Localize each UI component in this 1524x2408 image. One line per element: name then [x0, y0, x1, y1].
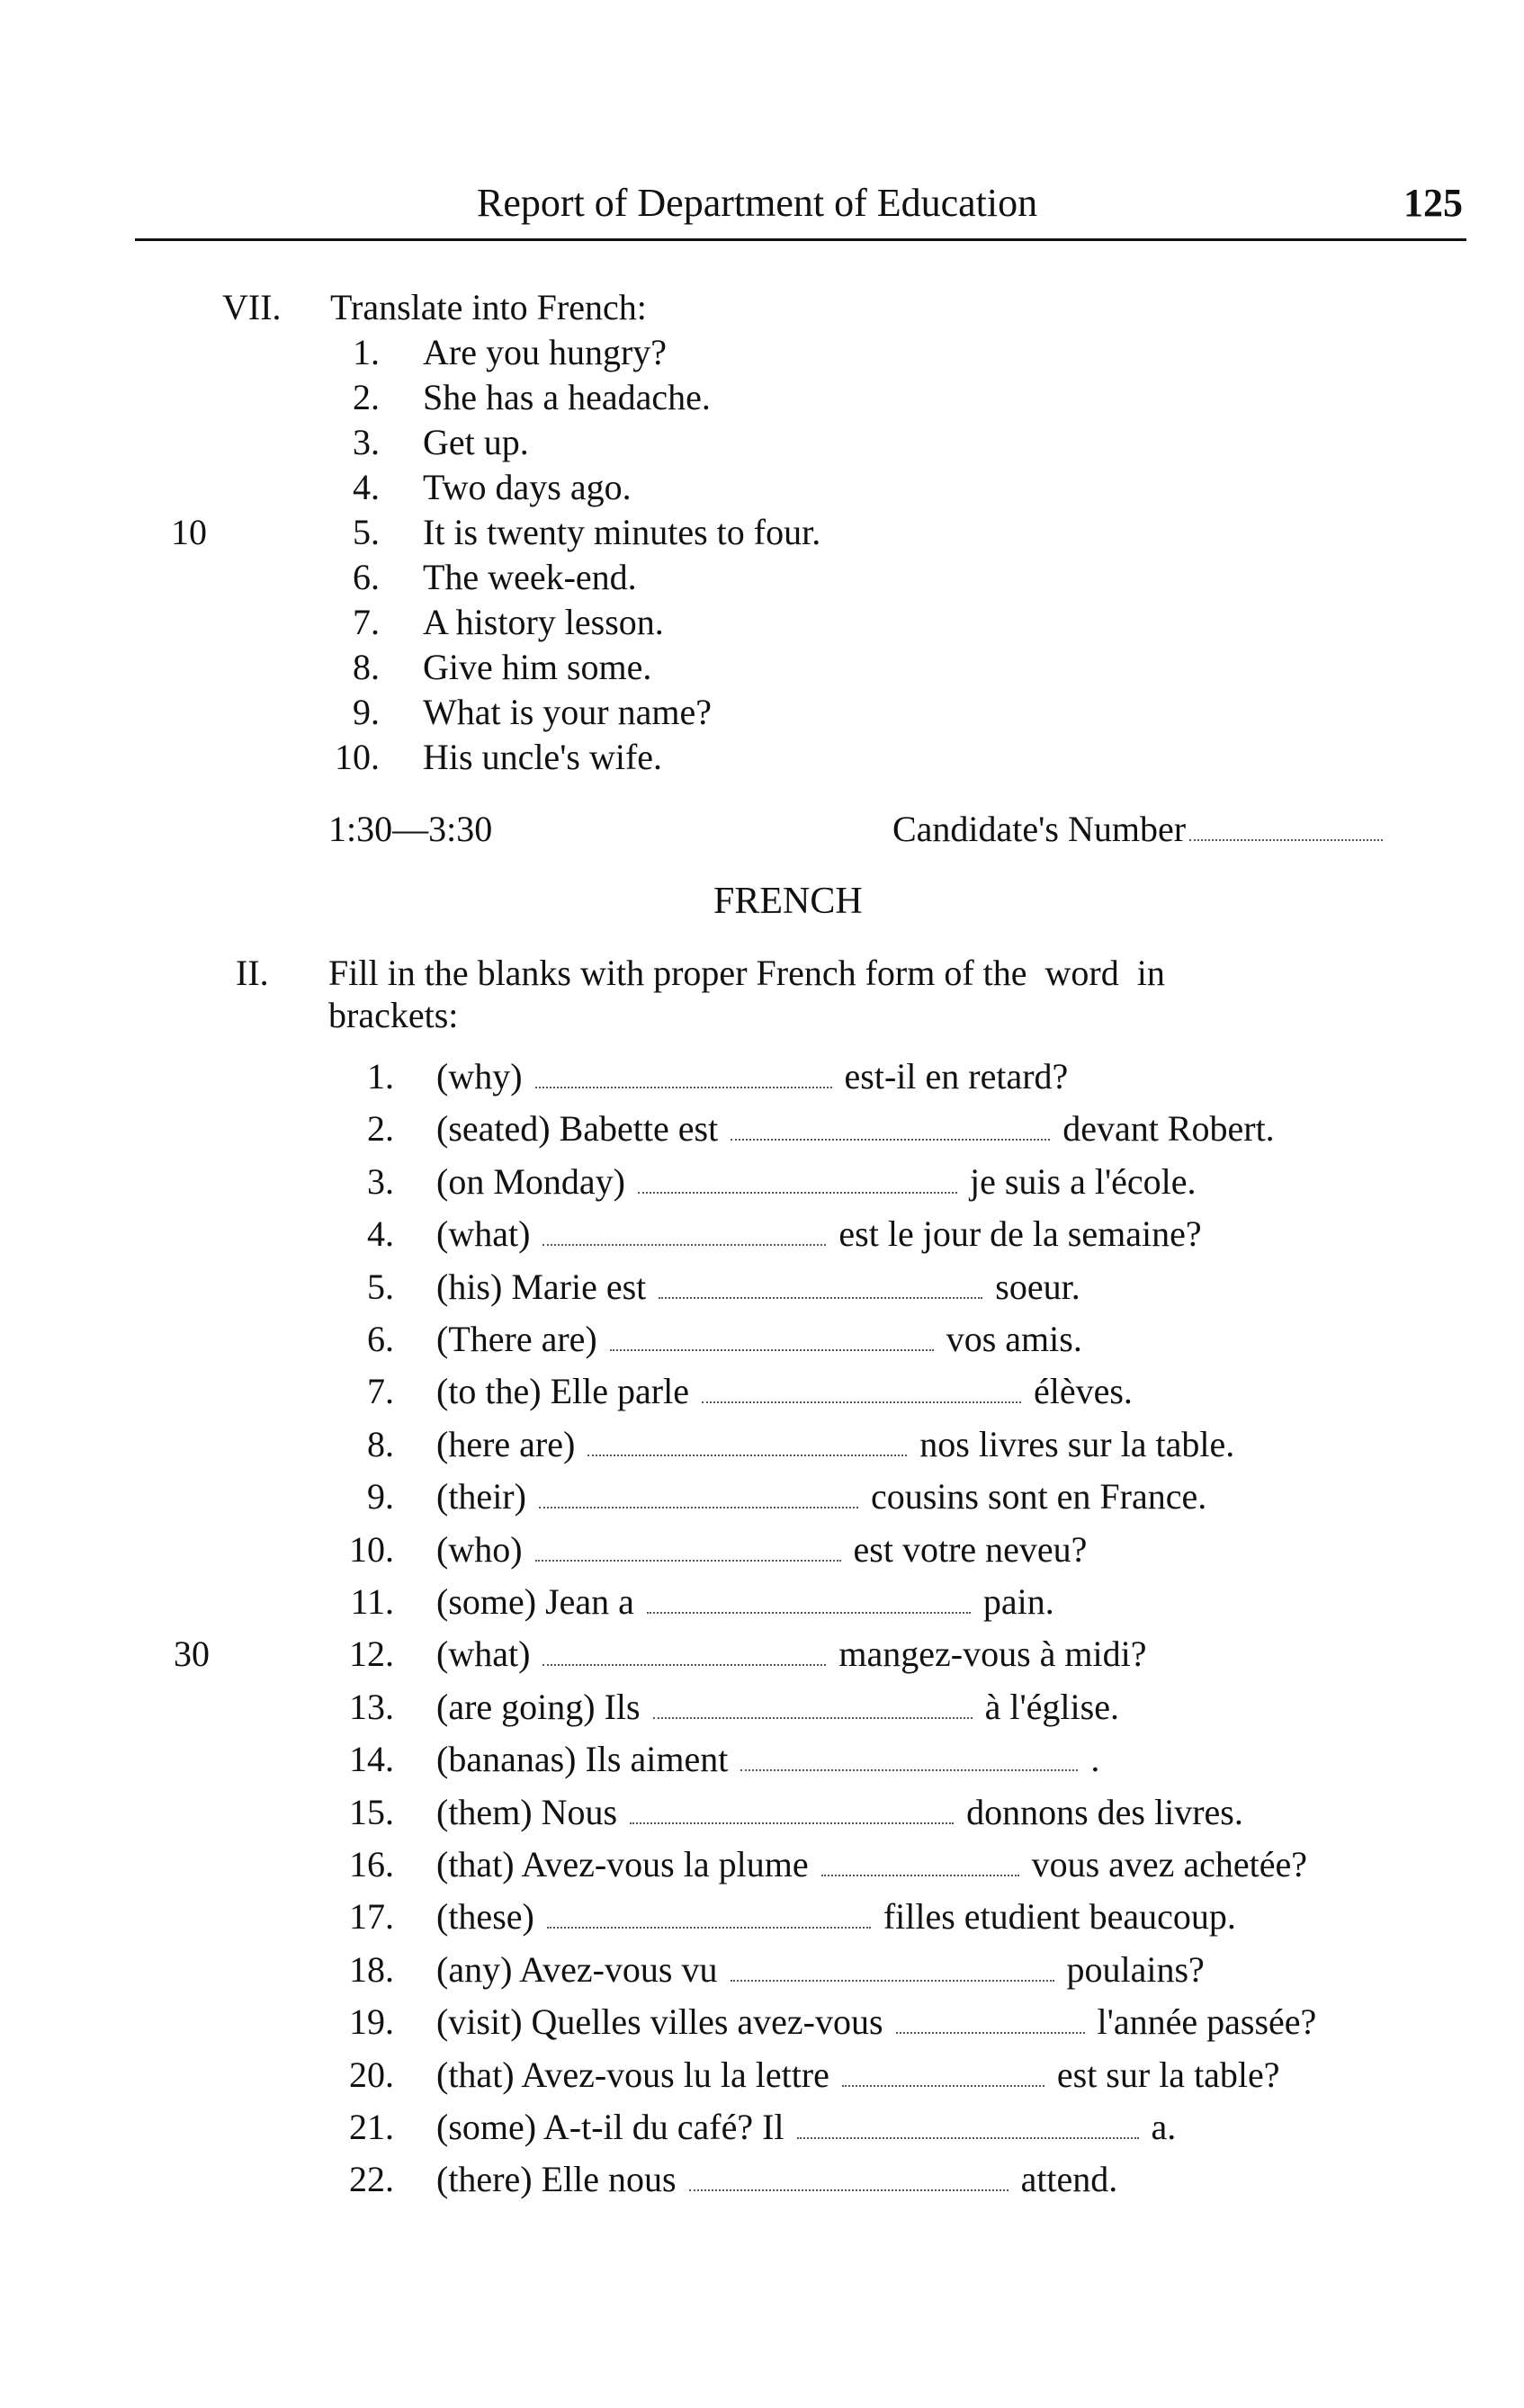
fill-blank-item — [436, 1318, 1082, 1360]
item-number: 3. — [367, 1161, 394, 1202]
item-number: 21. — [349, 2107, 394, 2147]
item-continuation: est sur la table? — [1056, 2054, 1280, 2095]
fill-blank-item — [436, 1528, 1087, 1571]
answer-blank[interactable] — [535, 1081, 832, 1088]
item-prompt: (here are) — [436, 1424, 576, 1464]
section-vii-instruction: Translate into French: — [330, 287, 647, 327]
fill-blank-item — [436, 1791, 1243, 1833]
item-number: 9. — [367, 1476, 394, 1517]
item-number: 8. — [353, 647, 380, 687]
section-ii-number: II. — [236, 953, 269, 993]
item-prompt: (on Monday) — [436, 1161, 625, 1202]
item-continuation: soeur. — [995, 1267, 1080, 1307]
translation-item-text: She has a headache. — [423, 377, 711, 417]
answer-blank[interactable] — [535, 1554, 841, 1562]
item-number: 20. — [349, 2054, 394, 2095]
item-continuation: cousins sont en France. — [870, 1476, 1207, 1517]
item-prompt: (who) — [436, 1529, 523, 1570]
item-prompt: (any) Avez-vous vu — [436, 1949, 718, 1990]
fill-blank-item — [436, 1266, 1080, 1308]
item-continuation: attend. — [1020, 2159, 1118, 2199]
item-number: 3. — [353, 422, 380, 462]
item-prompt: (there) Elle nous — [436, 2159, 677, 2199]
answer-blank[interactable] — [659, 1292, 982, 1299]
item-continuation: pain. — [982, 1581, 1054, 1622]
item-prompt: (what) — [436, 1213, 531, 1254]
item-continuation: est le jour de la semaine? — [838, 1213, 1202, 1254]
fill-blank-item — [436, 1055, 1068, 1097]
item-continuation: élèves. — [1033, 1371, 1133, 1411]
item-number: 18. — [349, 1949, 394, 1990]
item-number: 6. — [367, 1319, 394, 1359]
page-number: 125 — [1403, 181, 1463, 225]
translation-item-text: A history lesson. — [423, 602, 664, 642]
item-prompt: (are going) Ils — [436, 1687, 641, 1727]
fill-blank-item — [436, 2158, 1117, 2200]
fill-blank-item — [436, 1475, 1206, 1517]
subject-heading: FRENCH — [713, 881, 863, 922]
item-prompt: (There are) — [436, 1319, 597, 1359]
item-prompt: (his) Marie est — [436, 1267, 647, 1307]
item-number: 2. — [353, 377, 380, 417]
candidate-number-label: Candidate's Number — [892, 809, 1187, 849]
item-continuation: devant Robert. — [1062, 1108, 1275, 1149]
item-number: 15. — [349, 1792, 394, 1832]
item-number: 10. — [349, 1529, 394, 1570]
section-ii-instruction-line1: Fill in the blanks with proper French form of the word in — [328, 953, 1165, 993]
item-prompt: (bananas) Ils aiment — [436, 1739, 729, 1779]
fill-blank-item — [436, 1948, 1205, 1991]
item-continuation: à l'église. — [984, 1687, 1119, 1727]
fill-blank-item — [436, 2106, 1176, 2148]
item-prompt: (what) — [436, 1634, 531, 1674]
fill-blank-item — [436, 1580, 1054, 1623]
item-prompt: (these) — [436, 1896, 534, 1937]
fill-blank-item — [436, 2001, 1316, 2043]
item-prompt: (some) A-t-il du café? Il — [436, 2107, 784, 2147]
item-number: 9. — [353, 692, 380, 732]
item-continuation: poulains? — [1066, 1949, 1205, 1990]
item-continuation: est votre neveu? — [853, 1529, 1088, 1570]
item-continuation: donnons des livres. — [966, 1792, 1243, 1832]
section-vii-number: VII. — [222, 287, 282, 327]
translation-item-text: It is twenty minutes to four. — [423, 512, 821, 552]
item-number: 10. — [335, 737, 380, 777]
candidate-number-blank — [1189, 834, 1383, 841]
item-prompt: (why) — [436, 1056, 523, 1097]
item-number: 11. — [350, 1581, 394, 1622]
translation-item-text: Two days ago. — [423, 467, 632, 507]
item-prompt: (to the) Elle parle — [436, 1371, 689, 1411]
item-number: 12. — [349, 1634, 394, 1674]
answer-blank[interactable] — [547, 1921, 871, 1929]
answer-blank[interactable] — [653, 1712, 973, 1719]
margin-line-number: 10 — [171, 512, 207, 552]
item-continuation: filles etudient beaucoup. — [883, 1896, 1236, 1937]
answer-blank[interactable] — [610, 1344, 934, 1351]
candidate-number-field — [892, 808, 1395, 850]
item-number: 16. — [349, 1844, 394, 1884]
item-number: 1. — [353, 332, 380, 372]
item-number: 8. — [367, 1424, 394, 1464]
item-prompt: (visit) Quelles villes avez-vous — [436, 2001, 883, 2042]
fill-blank-item — [436, 1423, 1234, 1465]
item-number: 7. — [353, 602, 380, 642]
translation-item-text: Are you hungry? — [423, 332, 668, 372]
item-number: 5. — [353, 512, 380, 552]
answer-blank[interactable] — [647, 1607, 971, 1614]
item-continuation: je suis a l'école. — [969, 1161, 1197, 1202]
answer-blank[interactable] — [689, 2184, 1009, 2191]
translation-item-text: Get up. — [423, 422, 529, 462]
page-header-title: Report of Department of Education — [477, 181, 1038, 225]
item-number: 7. — [367, 1371, 394, 1411]
item-prompt: (that) Avez-vous lu la lettre — [436, 2054, 829, 2095]
fill-blank-item — [436, 1686, 1119, 1728]
margin-line-number: 30 — [174, 1634, 210, 1674]
item-continuation: vous avez achetée? — [1031, 1844, 1308, 1884]
item-number: 6. — [353, 557, 380, 597]
translation-item-text: Give him some. — [423, 647, 652, 687]
item-prompt: (that) Avez-vous la plume — [436, 1844, 809, 1884]
fill-blank-item — [436, 1738, 1099, 1780]
item-number: 17. — [349, 1896, 394, 1937]
answer-blank[interactable] — [731, 1974, 1054, 1982]
item-continuation: a. — [1151, 2107, 1177, 2147]
answer-blank[interactable] — [638, 1186, 957, 1194]
item-continuation: mangez-vous à midi? — [838, 1634, 1147, 1674]
item-continuation: nos livres sur la table. — [919, 1424, 1235, 1464]
answer-blank[interactable] — [587, 1449, 907, 1456]
fill-blank-item — [436, 1213, 1202, 1255]
item-prompt: (them) Nous — [436, 1792, 618, 1832]
item-number: 2. — [367, 1108, 394, 1149]
item-number: 22. — [349, 2159, 394, 2199]
fill-blank-item — [436, 1107, 1275, 1150]
item-number: 4. — [367, 1213, 394, 1254]
item-number: 1. — [367, 1056, 394, 1097]
fill-blank-item — [436, 1895, 1236, 1938]
answer-blank[interactable] — [542, 1239, 826, 1246]
answer-blank[interactable] — [539, 1501, 858, 1508]
answer-blank[interactable] — [542, 1659, 826, 1666]
answer-blank[interactable] — [821, 1869, 1019, 1876]
answer-blank[interactable] — [842, 2080, 1044, 2087]
fill-blank-item — [436, 1370, 1133, 1412]
section-ii-instruction-line2: brackets: — [328, 995, 459, 1035]
item-number: 13. — [349, 1687, 394, 1727]
item-number: 5. — [367, 1267, 394, 1307]
item-prompt: (seated) Babette est — [436, 1108, 719, 1149]
item-number: 19. — [349, 2001, 394, 2042]
answer-blank[interactable] — [731, 1133, 1050, 1141]
fill-blank-item — [436, 1633, 1147, 1675]
item-number: 4. — [353, 467, 380, 507]
answer-blank[interactable] — [740, 1764, 1078, 1771]
answer-blank[interactable] — [702, 1396, 1021, 1403]
item-continuation: l'année passée? — [1097, 2001, 1317, 2042]
answer-blank[interactable] — [896, 2027, 1085, 2034]
item-prompt: (some) Jean a — [436, 1581, 634, 1622]
item-continuation: . — [1090, 1739, 1100, 1779]
translation-item-text: His uncle's wife. — [423, 737, 663, 777]
fill-blank-item — [436, 1160, 1197, 1203]
header-rule — [135, 238, 1466, 241]
fill-blank-item — [436, 2054, 1280, 2096]
fill-blank-item — [436, 1843, 1307, 1885]
answer-blank[interactable] — [797, 2132, 1139, 2139]
item-continuation: vos amis. — [946, 1319, 1082, 1359]
item-number: 14. — [349, 1739, 394, 1779]
item-continuation: est-il en retard? — [844, 1056, 1069, 1097]
answer-blank[interactable] — [630, 1817, 954, 1824]
translation-item-text: What is your name? — [423, 692, 712, 732]
translation-item-text: The week-end. — [423, 557, 637, 597]
exam-time: 1:30—3:30 — [328, 809, 493, 849]
item-prompt: (their) — [436, 1476, 526, 1517]
